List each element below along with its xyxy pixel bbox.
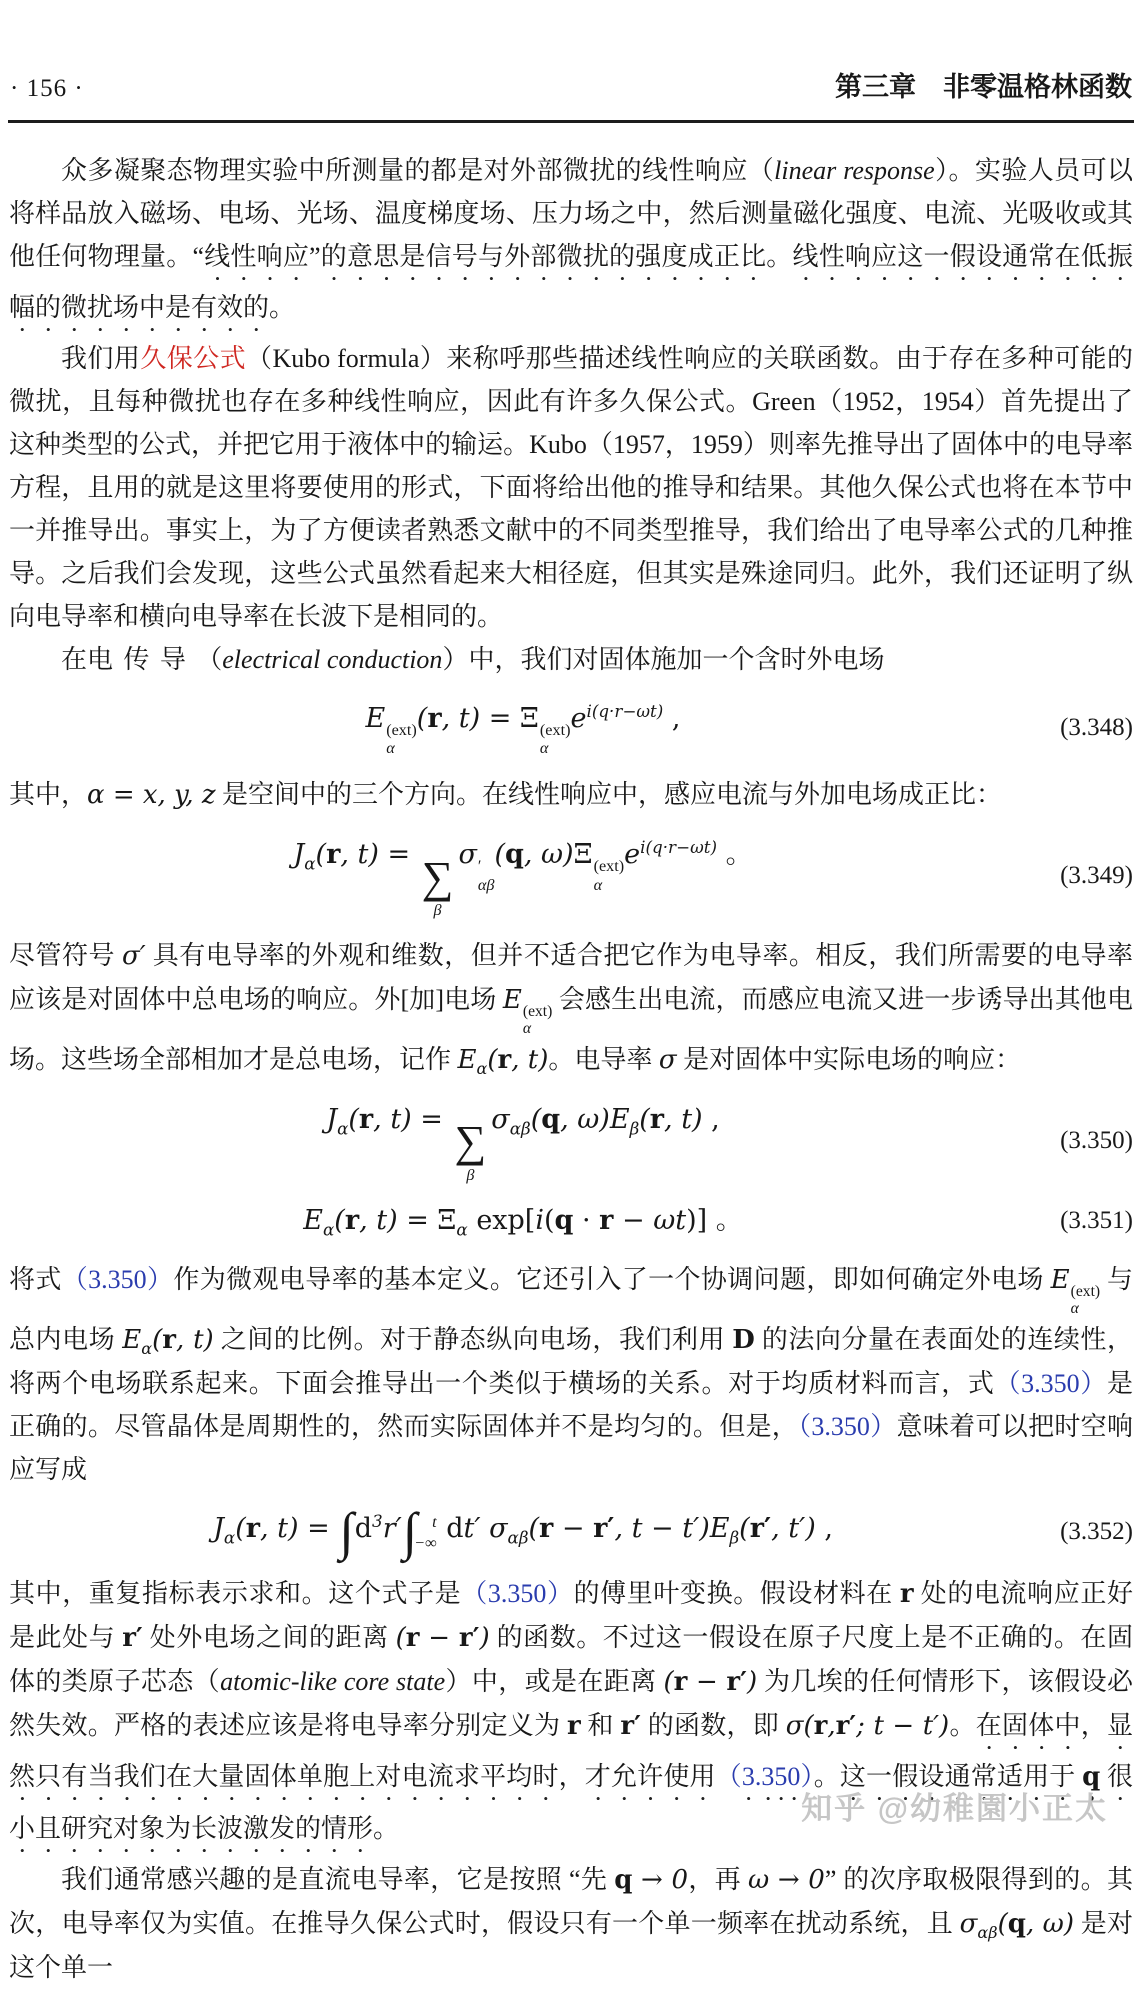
text-run: 处的电流响应正好是此处与 (9, 1579, 1133, 1653)
text-run: 是空间中的三个方向。在线性响应中，感应电流与外加电场成正比： (215, 780, 1003, 810)
text-run: E (609, 1103, 630, 1135)
text-run: 电传导 (87, 645, 197, 674)
text-run: , t) = (359, 1204, 438, 1236)
text-run: β (629, 1118, 640, 1139)
text-run: r′ (620, 1711, 641, 1742)
text-run: ( (494, 839, 505, 871)
text-run: 和 (580, 1711, 621, 1741)
text-run: ∑ β (454, 1116, 487, 1184)
text-run: ( (739, 1512, 750, 1544)
equation-reference[interactable]: （3.350） (715, 1762, 814, 1792)
text-run: E (502, 985, 522, 1016)
text-run: ) (746, 1667, 758, 1698)
text-run: 我们通常感兴趣的是直流电导率，它是按照 “先 (61, 1865, 615, 1895)
text-run: r (649, 1103, 665, 1135)
text-run: ′ αβ (477, 857, 495, 894)
text-run: ）中，或是在距离 (445, 1667, 664, 1697)
text-run: α (476, 1059, 488, 1079)
text-run: α (456, 1219, 468, 1240)
equation-3-352 (9, 1502, 1133, 1561)
text-run: q (614, 1865, 633, 1896)
text-run: 尽管符号 (9, 941, 123, 971)
text-run: ( (997, 1909, 1008, 1940)
text-run: αβ (977, 1923, 998, 1943)
text-run: ( (315, 839, 327, 871)
text-run: 很小且研究对象为长波激发的情形。 (9, 1762, 1133, 1844)
text-run: q (541, 1103, 561, 1135)
text-run: ( (416, 703, 428, 734)
paragraph-sigma-prime (9, 934, 1133, 1082)
text-run: q (554, 1204, 574, 1236)
text-run: 3 (372, 1510, 383, 1531)
text-run: 我们用 (61, 344, 141, 373)
text-run: 的函数。不过这一假设在原子尺度上是不正确的。在固体的类原子芯态（ (9, 1623, 1133, 1697)
text-run: 其中， (9, 780, 88, 810)
text-run: r (344, 1204, 360, 1236)
text-run: ; t − t′) (856, 1711, 950, 1742)
text-run: ( (663, 1667, 674, 1698)
text-run: 。 (949, 1711, 976, 1741)
text-run: 在 (61, 645, 88, 674)
text-run: ( (530, 1103, 542, 1135)
text-run: , t′) (771, 1512, 816, 1544)
text-run: ( (334, 1204, 345, 1236)
text-run: Ξ (519, 703, 539, 734)
text-run: d (437, 1512, 464, 1544)
text-run: 在固体中，显然只有当我们在大量固体单胞上对电流求平均时，才允许使用 (9, 1711, 1133, 1792)
text-run: ）。实验人员可以将样品放入磁场、电场、光场、温度梯度场、压力场之中，然后测量磁化强度、电流、光吸收或其他任何物理量。 (9, 156, 1133, 271)
equation-reference[interactable]: （3.350） (461, 1579, 574, 1609)
text-run: 其中，重复指标表示求和。这个式子是 (9, 1579, 462, 1609)
text-run: （Kubo formula）来称呼那些描述线性响应的关联函数。由于存在多种可能的微扰，且每种微扰也存在多种线性响应，因此有许多久保公式。Green（1952，1954）首先提出了这种类型的公式，并把它用于液体中的输运。Kubo（1957，1959）则率先推导出了固体中的电导率方程，且用的就是这里将要使用的形式，下面将给出他的推导和结果。其他久保公式也将在本节中一并推导出。事实上，为了方便读者熟悉文献中的不同类型推导，我们给出了电导率公式的几种推导。之后我们会发现，这些公式虽然看起来大相径庭，但其实是殊途同归。此外，我们还证明了纵向电导率和横向电导率在长波下是相同的。 (9, 344, 1133, 631)
text-run: ( (528, 1512, 540, 1544)
text-run: , ω) (560, 1103, 610, 1135)
text-run: J (213, 1512, 224, 1544)
text-run: r (245, 1512, 260, 1544)
text-run: E (709, 1512, 730, 1544)
text-run: r′ (382, 1512, 402, 1544)
text-run: (ext) α (593, 857, 625, 894)
text-run: , t) (664, 1103, 703, 1135)
text-run: ( (639, 1103, 650, 1135)
text-run: electrical conduction (222, 645, 443, 674)
equation-3-349 (9, 833, 1133, 918)
paragraph-directions (9, 773, 1133, 817)
text-run: 的函数，即 (640, 1711, 786, 1741)
text-run: r (358, 1103, 374, 1135)
paragraph-dc-conductivity (9, 1858, 1133, 1989)
text-run: ( (348, 1103, 359, 1135)
text-run: , t) = (373, 1103, 452, 1135)
text-run: , t − t′) (614, 1512, 710, 1544)
text-run: (ext) α (1070, 1282, 1101, 1318)
text-run: r′ (835, 1711, 857, 1742)
text-run: α = x, y, z (87, 780, 216, 811)
text-run: atomic-like core state (220, 1667, 446, 1697)
text-run: r (427, 703, 442, 734)
text-run: r (599, 1204, 614, 1236)
text-run: (ext) α (386, 721, 417, 758)
chapter-title: 第三章 非零温格林函数 (835, 72, 1132, 102)
text-run: − (553, 1512, 594, 1544)
text-run: 与总内电场 (9, 1264, 1133, 1354)
text-run: q (504, 839, 524, 871)
page-number: · 156 · (10, 75, 84, 102)
text-run: ωt (653, 1204, 687, 1236)
text-run: i (535, 1204, 544, 1236)
equation-reference[interactable]: （3.350） (994, 1368, 1107, 1398)
equation-number: (3.351) (1060, 1206, 1133, 1234)
text-run: “线性响应”的意思是信号与外部微扰的强度成正比。线性响应这一假设通常在低振幅的微扰场中是有效的。 (9, 242, 1133, 322)
text-run: ( (487, 1044, 498, 1075)
text-run: 之间的比例。对于静态纵向电场，我们利用 (213, 1324, 733, 1354)
equation-body (9, 1199, 1037, 1242)
text-run: ” 的次序取极限得到的。其次，电导率仅为实值。在推导久保公式时，假设只有一个单一频率在扰动系统，且 (9, 1865, 1133, 1939)
text-run: ∑ β (421, 851, 454, 920)
text-run: σ′ (122, 941, 146, 972)
text-run: 的傅里叶变换。假设材料在 (573, 1579, 900, 1609)
text-run: （ (196, 645, 223, 674)
text-run: r′ (749, 1512, 772, 1544)
paragraph-electrical-conduction (9, 638, 1133, 681)
text-run: 是对这个单一 (9, 1909, 1133, 1983)
text-run: , ω) (523, 839, 574, 871)
text-run: 的法向分量在表面处的连续性，将两个电场联系起来。下面会推导出一个类似于横场的关系。对于均质材料而言，式 (9, 1324, 1133, 1398)
equation-body (9, 1502, 1037, 1561)
text-run: r′ (593, 1512, 615, 1544)
text-run: σ( (785, 1711, 814, 1742)
paragraph-kubo-formula (9, 337, 1133, 638)
equation-3-348 (9, 697, 1133, 757)
text-run: σ (658, 1044, 677, 1075)
text-run: r (813, 1711, 828, 1742)
text-run: α (337, 1118, 349, 1139)
equation-body (9, 697, 1037, 757)
text-run: α (322, 1219, 335, 1240)
text-run: exp[ (467, 1204, 536, 1236)
text-run: − (419, 1623, 459, 1654)
text-run: D (732, 1324, 755, 1355)
text-run: , (815, 1512, 833, 1544)
text-run: 将式 (9, 1264, 62, 1294)
text-run: q (1082, 1762, 1101, 1793)
text-run: ( (235, 1512, 246, 1544)
text-run: J (326, 1103, 338, 1135)
text-run: linear response (774, 156, 935, 185)
text-run: e (624, 839, 641, 871)
text-run: E (457, 1044, 477, 1075)
paragraph-linear-response (9, 149, 1133, 337)
text-run: 众多凝聚态物理实验中所测量的都是对外部微扰的线性响应（ (61, 156, 775, 185)
text-run: α (141, 1338, 153, 1358)
paragraph-definition-conductivity (9, 1258, 1133, 1491)
text-run: 。这一假设通常适用于 (813, 1762, 1083, 1792)
equation-reference[interactable]: （3.350） (61, 1264, 174, 1294)
text-run: r (539, 1512, 554, 1544)
text-run: , t) (175, 1324, 214, 1355)
text-run: )] 。 (686, 1204, 743, 1236)
text-run: , t) = (259, 1512, 339, 1544)
text-run: i(q·r−ωt) (640, 837, 717, 858)
text-run: , (827, 1711, 836, 1742)
text-run: ( (543, 1204, 555, 1236)
text-run: , t) = (340, 839, 419, 871)
text-run: J (293, 839, 305, 871)
text-run: r (673, 1667, 688, 1698)
equation-body (9, 833, 1037, 918)
text-run: E (365, 703, 386, 734)
text-run: d (354, 1512, 373, 1544)
text-run: → 0 (632, 1865, 688, 1896)
text-run: (ext) α (539, 721, 571, 758)
text-run: ) (479, 1623, 490, 1654)
equation-3-350 (9, 1098, 1133, 1183)
text-run: αβ (507, 1526, 529, 1547)
equation-body (9, 1098, 1037, 1183)
text-run: i(q·r−ωt) (586, 701, 664, 721)
text-run: 是正确的。尽管晶体是周期性的，然而实际固体并不是均匀的。但是， (9, 1368, 1133, 1441)
text-run: r′ (726, 1667, 747, 1698)
text-run: e (570, 703, 587, 734)
text-run: σ (959, 1909, 978, 1940)
equation-number: (3.349) (1060, 862, 1133, 890)
text-run: (ext) α (522, 1003, 553, 1038)
text-run: ∫ (339, 1502, 354, 1561)
text-run: 久保公式 (140, 344, 247, 373)
page-header (0, 0, 1142, 120)
page-body (0, 123, 1142, 1989)
text-run: r (497, 1044, 512, 1075)
text-run: ）中，我们对固体施加一个含时外电场 (442, 645, 885, 674)
text-run: 是对固体中实际电场的响应： (676, 1044, 1022, 1074)
text-run: σ (491, 1103, 510, 1135)
text-run: ω → 0 (748, 1865, 825, 1896)
text-run: t′ σ (463, 1512, 508, 1544)
text-run: σ (458, 839, 477, 871)
text-run: 为几埃的任何情形下，该假设必然失效。严格的表述应该是将电导率分别定义为 (9, 1667, 1133, 1741)
watermark: 知乎 @幼稚園小正太 (801, 1791, 1108, 1826)
text-run: r (566, 1711, 581, 1742)
equation-reference[interactable]: （3.350） (798, 1411, 897, 1441)
text-run: 意味着可以把时空响应写成 (9, 1411, 1133, 1484)
text-run: E (122, 1324, 142, 1355)
text-run: , ω) (1025, 1909, 1075, 1940)
text-run: ∫ t −∞ (402, 1502, 437, 1561)
text-run: q (1007, 1909, 1026, 1940)
text-run: r′ (458, 1623, 480, 1654)
text-run: α (223, 1526, 236, 1547)
text-run: 具有电导率的外观和维数，但并不适合把它作为电导率。相反，我们所需要的电导率应该是对固体中总电场的响应。外[加]电场 (9, 941, 1133, 1015)
text-run: · (573, 1204, 600, 1236)
text-run: 处外电场之间的距离 (142, 1623, 396, 1653)
text-run: α (304, 853, 316, 874)
text-run: E (1050, 1264, 1070, 1295)
text-run: r (162, 1324, 176, 1355)
text-run: r (326, 839, 341, 871)
equation-number: (3.352) (1060, 1517, 1133, 1545)
text-run: β (729, 1526, 740, 1547)
text-run: ( (152, 1324, 163, 1355)
equation-number: (3.348) (1060, 713, 1133, 741)
equation-3-351 (9, 1199, 1133, 1242)
text-run: r (405, 1623, 420, 1654)
text-run: r′ (122, 1623, 143, 1654)
text-run: − (613, 1204, 654, 1236)
text-run: , (663, 703, 681, 734)
text-run: 会感生出电流，而感应电流又进一步诱导出其他电场。这些场全部相加才是总电场，记作 (9, 985, 1133, 1074)
text-run: 。电导率 (548, 1044, 659, 1074)
text-run: 作为微观电导率的基本定义。它还引入了一个协调问题，即如何确定外电场 (173, 1264, 1051, 1294)
text-run: , t) (511, 1044, 549, 1075)
text-run: ( (395, 1623, 406, 1654)
text-run: , t) = (441, 703, 520, 734)
text-run: − (687, 1667, 727, 1698)
text-run: , (702, 1103, 720, 1135)
text-run: 。 (716, 839, 753, 871)
text-run: αβ (509, 1118, 531, 1139)
text-run: Ξ (573, 839, 593, 871)
text-run: ，再 (687, 1865, 748, 1895)
equation-number: (3.350) (1060, 1126, 1133, 1154)
text-run: r (899, 1579, 914, 1610)
text-run: Ξ (437, 1204, 457, 1236)
text-run: E (303, 1204, 323, 1236)
